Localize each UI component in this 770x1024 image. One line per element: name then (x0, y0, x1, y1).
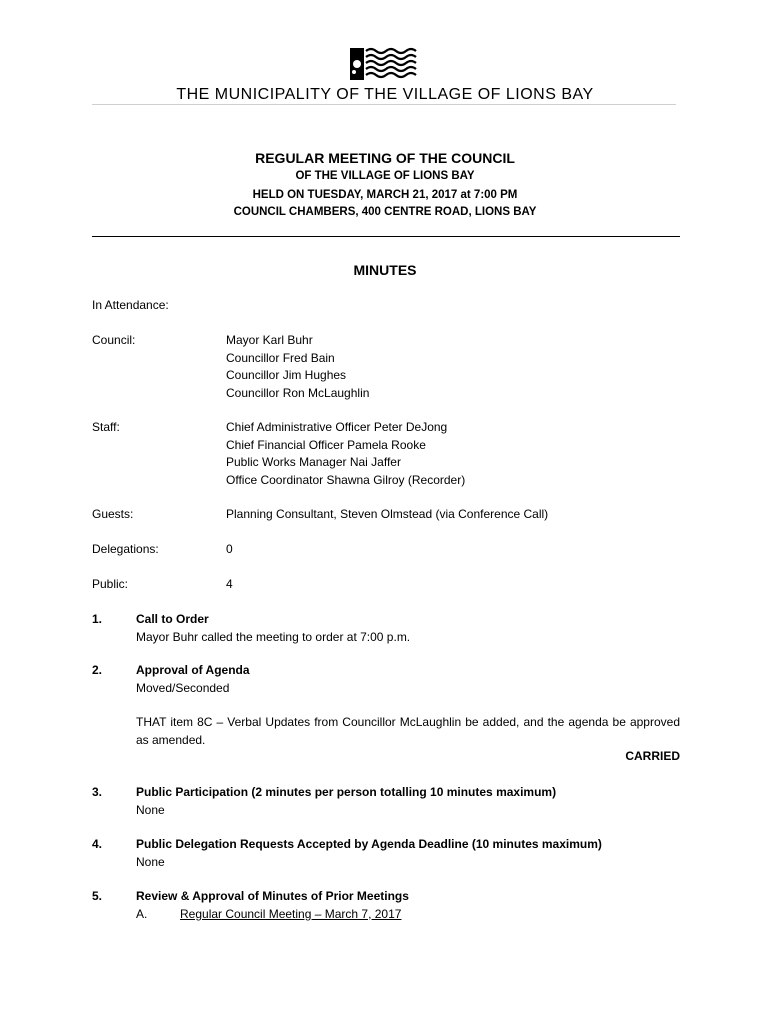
item-title: Public Participation (2 minutes per person totalling 10 minutes maximum) (136, 785, 557, 799)
carried-status: CARRIED (625, 749, 680, 763)
meeting-location: COUNCIL CHAMBERS, 400 CENTRE ROAD, LIONS BAY (233, 206, 537, 218)
sub-item-letter: A. (136, 906, 148, 921)
council-member: Councillor Jim Hughes (226, 368, 347, 382)
staff-member: Public Works Manager Nai Jaffer (226, 455, 401, 469)
motion-text: THAT item 8C – Verbal Updates from Councillor McLaughlin be added, and the agenda be approved as amended. (136, 715, 680, 747)
council-member: Mayor Karl Buhr (226, 333, 313, 347)
item-text: None (136, 854, 165, 869)
council-member: Councillor Ron McLaughlin (226, 385, 370, 400)
item-title: Review & Approval of Minutes of Prior Meetings (136, 889, 409, 903)
item-title: Approval of Agenda (136, 663, 250, 677)
sub-item-text: Regular Council Meeting – March 7, 2017 (180, 906, 402, 921)
staff-member: Office Coordinator Shawna Gilroy (Recorder) (226, 472, 466, 487)
delegations-value: 0 (226, 542, 233, 556)
header-divider (92, 104, 676, 105)
lions-bay-waves-logo-icon (348, 46, 420, 82)
item-number: 1. (92, 612, 103, 626)
item-title: Public Delegation Requests Accepted by Agenda Deadline (10 minutes maximum) (136, 837, 602, 851)
municipality-name: THE MUNICIPALITY OF THE VILLAGE OF LIONS BAY (176, 86, 594, 103)
item-number: 2. (92, 663, 103, 677)
item-number: 5. (92, 889, 103, 903)
item-title: Call to Order (136, 612, 209, 626)
public-label: Public: (92, 577, 129, 591)
meeting-title: REGULAR MEETING OF THE COUNCIL (255, 150, 515, 166)
delegations-label: Delegations: (92, 542, 159, 556)
guests-value: Planning Consultant, Steven Olmstead (via Conference Call) (226, 507, 549, 521)
item-text: None (136, 802, 165, 817)
item-number: 3. (92, 785, 103, 799)
meeting-of: OF THE VILLAGE OF LIONS BAY (295, 170, 475, 182)
title-divider (92, 236, 680, 237)
council-member: Councillor Fred Bain (226, 350, 335, 365)
staff-member: Chief Financial Officer Pamela Rooke (226, 437, 426, 452)
sub-item (136, 906, 680, 924)
public-value: 4 (226, 577, 233, 591)
staff-label: Staff: (92, 420, 120, 434)
minutes-heading: MINUTES (353, 262, 417, 278)
staff-member: Chief Administrative Officer Peter DeJong (226, 420, 448, 434)
meeting-date: HELD ON TUESDAY, MARCH 21, 2017 at 7:00 PM (252, 189, 518, 201)
item-text: Mayor Buhr called the meeting to order at 7:00 p.m. (136, 629, 411, 644)
item-number: 4. (92, 837, 103, 851)
in-attendance-label: In Attendance: (92, 298, 169, 312)
guests-label: Guests: (92, 507, 134, 521)
item-text: Moved/Seconded (136, 680, 230, 695)
council-label: Council: (92, 333, 136, 347)
